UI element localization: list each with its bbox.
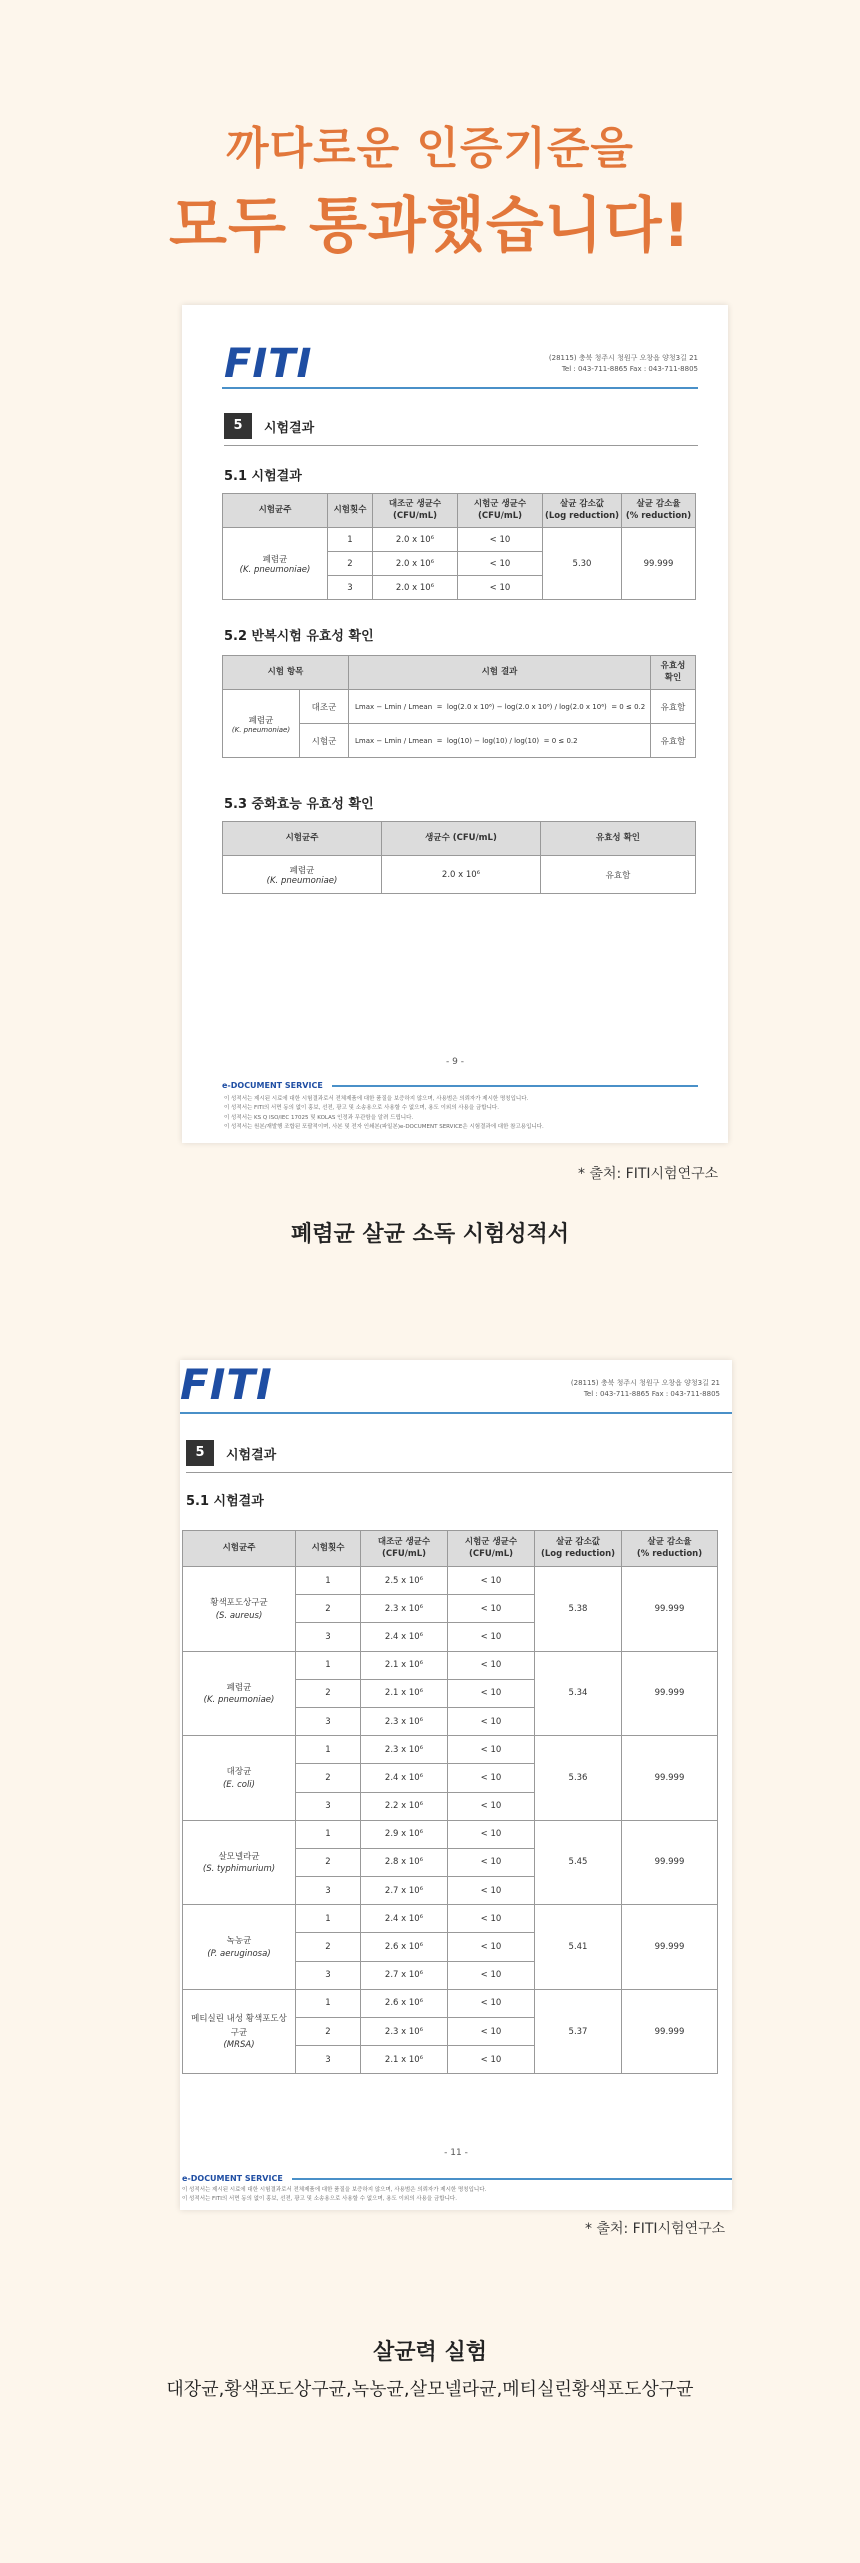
cell: < 10 bbox=[448, 1792, 535, 1820]
cell: < 10 bbox=[448, 1933, 535, 1961]
cell: 1 bbox=[296, 1651, 361, 1679]
cell: 2 bbox=[328, 552, 373, 576]
th: 시험군 생균수 (CFU/mL) bbox=[448, 1531, 535, 1567]
th: 시험균주 bbox=[183, 1531, 296, 1567]
th: 시험 항목 bbox=[223, 656, 349, 690]
multi-strain-result-table bbox=[182, 1530, 718, 2074]
formula-cell: Lmax − Lmin / Lmean = log(2.0 x 10⁶) − log(2.0 x 10⁶) / log(2.0 x 10⁶) = 0 ≤ 0.2 bbox=[349, 690, 651, 724]
strain-cell: 폐렴균 (K. pneumoniae) bbox=[183, 1651, 296, 1736]
cell: < 10 bbox=[448, 1736, 535, 1764]
formula-cell: Lmax − Lmin / Lmean = log(10) − log(10) / log(10) = 0 ≤ 0.2 bbox=[349, 724, 651, 758]
cell: < 10 bbox=[448, 1567, 535, 1595]
cell: 2.0 x 10⁶ bbox=[373, 576, 458, 600]
cell: 2.1 x 10⁶ bbox=[361, 1651, 448, 1679]
cell: 5.37 bbox=[535, 1989, 622, 2074]
strain-cell: 대장균 (E. coli) bbox=[183, 1736, 296, 1821]
cell: 5.36 bbox=[535, 1736, 622, 1821]
cell: 2.3 x 10⁶ bbox=[361, 1595, 448, 1623]
section-heading: 5 시험결과 bbox=[224, 413, 314, 439]
fiti-logo: FITI bbox=[224, 341, 313, 387]
cell: 2.0 x 10⁶ bbox=[373, 528, 458, 552]
cell: 1 bbox=[296, 1905, 361, 1933]
cell: 2.2 x 10⁶ bbox=[361, 1792, 448, 1820]
th: 시험균주 bbox=[223, 494, 328, 528]
fine-print: 이 성적서는 제시된 시료에 대한 시험결과로서 전체제품에 대한 품질을 보증하지 않으며, 사용범은 의뢰자가 제시한 명칭입니다. 이 성적서는 FITI의 서면 동의 없이 홍보, 선전, 광고 및 소송용으로 사용할 수 없으며, 용도 이외의 사용을 금합니다. bbox=[182, 2187, 487, 2203]
header-divider bbox=[222, 387, 698, 389]
strain-cell: 메티실린 내성 황색포도상구균 (MRSA) bbox=[183, 1989, 296, 2074]
cell: 99.999 bbox=[622, 1905, 718, 1990]
cell: 5.41 bbox=[535, 1905, 622, 1990]
caption-2-title: 살균력 실험 bbox=[373, 2340, 487, 2365]
th: 살균 감소값 (Log reduction) bbox=[535, 1531, 622, 1567]
result-table bbox=[222, 493, 696, 600]
cell: 1 bbox=[296, 1989, 361, 2017]
cell: < 10 bbox=[448, 1820, 535, 1848]
cell: 2.1 x 10⁶ bbox=[361, 2046, 448, 2074]
th: 대조군 생균수 (CFU/mL) bbox=[373, 494, 458, 528]
cell: 3 bbox=[296, 1707, 361, 1735]
cell: 2.9 x 10⁶ bbox=[361, 1820, 448, 1848]
cell: 2.6 x 10⁶ bbox=[361, 1989, 448, 2017]
strain-cell: 살모넬라균 (S. typhimurium) bbox=[183, 1820, 296, 1905]
cell: 2 bbox=[296, 1764, 361, 1792]
page-number: - 11 - bbox=[444, 2148, 468, 2158]
th: 유효성 확인 bbox=[541, 822, 696, 856]
cell: 대조군 bbox=[300, 690, 349, 724]
cell: 2 bbox=[296, 1933, 361, 1961]
edocument-line bbox=[332, 1085, 698, 1087]
cell: 2.4 x 10⁶ bbox=[361, 1623, 448, 1651]
th: 시험횟수 bbox=[328, 494, 373, 528]
th: 시험군 생균수 (CFU/mL) bbox=[458, 494, 543, 528]
strain-cell: 폐렴균 (K. pneumoniae) bbox=[223, 856, 382, 894]
cell: 2.4 x 10⁶ bbox=[361, 1764, 448, 1792]
edocument-label: e-DOCUMENT SERVICE bbox=[182, 2174, 283, 2183]
th: 생균수 (CFU/mL) bbox=[382, 822, 541, 856]
th: 시험 결과 bbox=[349, 656, 651, 690]
cell: < 10 bbox=[448, 1595, 535, 1623]
header-divider bbox=[180, 1412, 732, 1414]
table-row bbox=[183, 1736, 718, 1764]
report-address: (28115) 충북 청주시 청원구 오창읍 양청3길 21 Tel : 043-711-8865 Fax : 043-711-8805 bbox=[570, 1379, 720, 1399]
cell: 2.8 x 10⁶ bbox=[361, 1848, 448, 1876]
cell: 99.999 bbox=[622, 1989, 718, 2074]
cell: 1 bbox=[296, 1820, 361, 1848]
cell: 2 bbox=[296, 1679, 361, 1707]
page-number: - 9 - bbox=[446, 1057, 464, 1067]
headline-line1: 까다로운 인증기준을 bbox=[226, 123, 634, 174]
cell: 2.0 x 10⁶ bbox=[382, 856, 541, 894]
cell: < 10 bbox=[448, 1764, 535, 1792]
th: 살균 감소율 (% reduction) bbox=[622, 1531, 718, 1567]
th: 유효성 확인 bbox=[651, 656, 696, 690]
cell: 3 bbox=[296, 1792, 361, 1820]
cell: 2 bbox=[296, 2018, 361, 2046]
cell: 2.1 x 10⁶ bbox=[361, 1679, 448, 1707]
cell: 1 bbox=[328, 528, 373, 552]
headline-line2: 모두 통과했습니다! bbox=[169, 191, 691, 261]
cell: 3 bbox=[296, 1877, 361, 1905]
cell: < 10 bbox=[458, 576, 543, 600]
th: 시험횟수 bbox=[296, 1531, 361, 1567]
cell: 2.3 x 10⁶ bbox=[361, 1736, 448, 1764]
cell: 2.0 x 10⁶ bbox=[373, 552, 458, 576]
cell: 2 bbox=[296, 1595, 361, 1623]
cell: 3 bbox=[296, 1961, 361, 1989]
table-row bbox=[183, 1567, 718, 1595]
cell: 유효함 bbox=[541, 856, 696, 894]
cell: < 10 bbox=[458, 528, 543, 552]
table-row bbox=[183, 1820, 718, 1848]
section-rule bbox=[186, 1472, 732, 1473]
cell: < 10 bbox=[448, 2018, 535, 2046]
test-report-page-11 bbox=[180, 1360, 732, 2210]
neutralizer-table bbox=[222, 821, 696, 894]
cell: 2.7 x 10⁶ bbox=[361, 1961, 448, 1989]
section-heading: 5 시험결과 bbox=[186, 1440, 276, 1466]
cell: < 10 bbox=[458, 552, 543, 576]
cell: 2.3 x 10⁶ bbox=[361, 2018, 448, 2046]
table-row bbox=[183, 1989, 718, 2017]
strain-cell: 황색포도상구균 (S. aureus) bbox=[183, 1567, 296, 1652]
subsection-5-1: 5.1 시험결과 bbox=[224, 469, 302, 484]
subsection-5-3: 5.3 중화효능 유효성 확인 bbox=[224, 797, 374, 812]
cell: < 10 bbox=[448, 1848, 535, 1876]
test-report-page-9 bbox=[182, 305, 728, 1143]
strain-cell: 폐렴균 (K. pneumoniae) bbox=[223, 528, 328, 600]
cell: 5.34 bbox=[535, 1651, 622, 1736]
fiti-logo: FITI bbox=[180, 1360, 273, 1409]
cell: < 10 bbox=[448, 1623, 535, 1651]
cell: 2.4 x 10⁶ bbox=[361, 1905, 448, 1933]
cell: < 10 bbox=[448, 1651, 535, 1679]
section-rule bbox=[224, 445, 698, 446]
th: 살균 감소율 (% reduction) bbox=[622, 494, 696, 528]
th: 살균 감소값 (Log reduction) bbox=[543, 494, 622, 528]
cell: 3 bbox=[296, 1623, 361, 1651]
cell: 99.999 bbox=[622, 528, 696, 600]
cell: < 10 bbox=[448, 1877, 535, 1905]
cell: 2.5 x 10⁶ bbox=[361, 1567, 448, 1595]
cell: 99.999 bbox=[622, 1736, 718, 1821]
cell: 5.38 bbox=[535, 1567, 622, 1652]
source-note-1: * 출처: FITI시험연구소 bbox=[578, 1166, 719, 1182]
table-row bbox=[183, 1905, 718, 1933]
cell: < 10 bbox=[448, 1679, 535, 1707]
table-row bbox=[183, 1651, 718, 1679]
cell: < 10 bbox=[448, 1989, 535, 2017]
cell: 1 bbox=[296, 1567, 361, 1595]
cell: 99.999 bbox=[622, 1567, 718, 1652]
edocument-line bbox=[292, 2178, 732, 2180]
subsection-5-2: 5.2 반복시험 유효성 확인 bbox=[224, 629, 374, 644]
th: 대조군 생균수 (CFU/mL) bbox=[361, 1531, 448, 1567]
cell: < 10 bbox=[448, 1905, 535, 1933]
fine-print: 이 성적서는 제시된 시료에 대한 시험결과로서 전체제품에 대한 품질을 보증하지 않으며, 사용범은 의뢰자가 제시한 명칭입니다. 이 성적서는 FITI의 서면 동의 없이 홍보, 선전, 광고 및 소송용으로 사용할 수 없으며, 용도 이외의 사용을 금합니다. 이 성적서는 KS Q ISO/IEC 17025 및 KOLAS 인정과 무관함을 알려 드립니다. 이 성적서는 원본/재발행 조합된 포괄적이며, 사본 및 전자 인쇄본(파일본)e-DOCUMENT SERVICE은 시험결과에 대한 참고용입니다. bbox=[224, 1096, 544, 1131]
cell: 2.7 x 10⁶ bbox=[361, 1877, 448, 1905]
cell: 시험군 bbox=[300, 724, 349, 758]
strain-cell: 폐렴균 (K. pneumoniae) bbox=[223, 690, 300, 758]
cell: 5.30 bbox=[543, 528, 622, 600]
cell: 3 bbox=[296, 2046, 361, 2074]
cell: < 10 bbox=[448, 1707, 535, 1735]
cell: < 10 bbox=[448, 1961, 535, 1989]
edocument-label: e-DOCUMENT SERVICE bbox=[222, 1081, 323, 1090]
cell: 2.6 x 10⁶ bbox=[361, 1933, 448, 1961]
subsection-5-1: 5.1 시험결과 bbox=[186, 1494, 264, 1509]
caption-1: 폐렴균 살균 소독 시험성적서 bbox=[290, 1222, 569, 1247]
cell: 5.45 bbox=[535, 1820, 622, 1905]
cell: < 10 bbox=[448, 2046, 535, 2074]
cell: 2 bbox=[296, 1848, 361, 1876]
cell: 3 bbox=[328, 576, 373, 600]
cell: 99.999 bbox=[622, 1651, 718, 1736]
source-note-2: * 출처: FITI시험연구소 bbox=[585, 2221, 726, 2237]
cell: 1 bbox=[296, 1736, 361, 1764]
th: 시험균주 bbox=[223, 822, 382, 856]
cell: 유효함 bbox=[651, 690, 696, 724]
caption-2-subtitle: 대장균,황색포도상구균,녹농균,살모넬라균,메티실린황색포도상구균 bbox=[166, 2379, 694, 2400]
report-address: (28115) 충북 청주시 청원구 오창읍 양청3길 21 Tel : 043-711-8865 Fax : 043-711-8805 bbox=[548, 354, 698, 374]
cell: 유효함 bbox=[651, 724, 696, 758]
cell: 99.999 bbox=[622, 1820, 718, 1905]
cell: 2.3 x 10⁶ bbox=[361, 1707, 448, 1735]
strain-cell: 녹농균 (P. aeruginosa) bbox=[183, 1905, 296, 1990]
repeat-validity-table bbox=[222, 655, 696, 758]
